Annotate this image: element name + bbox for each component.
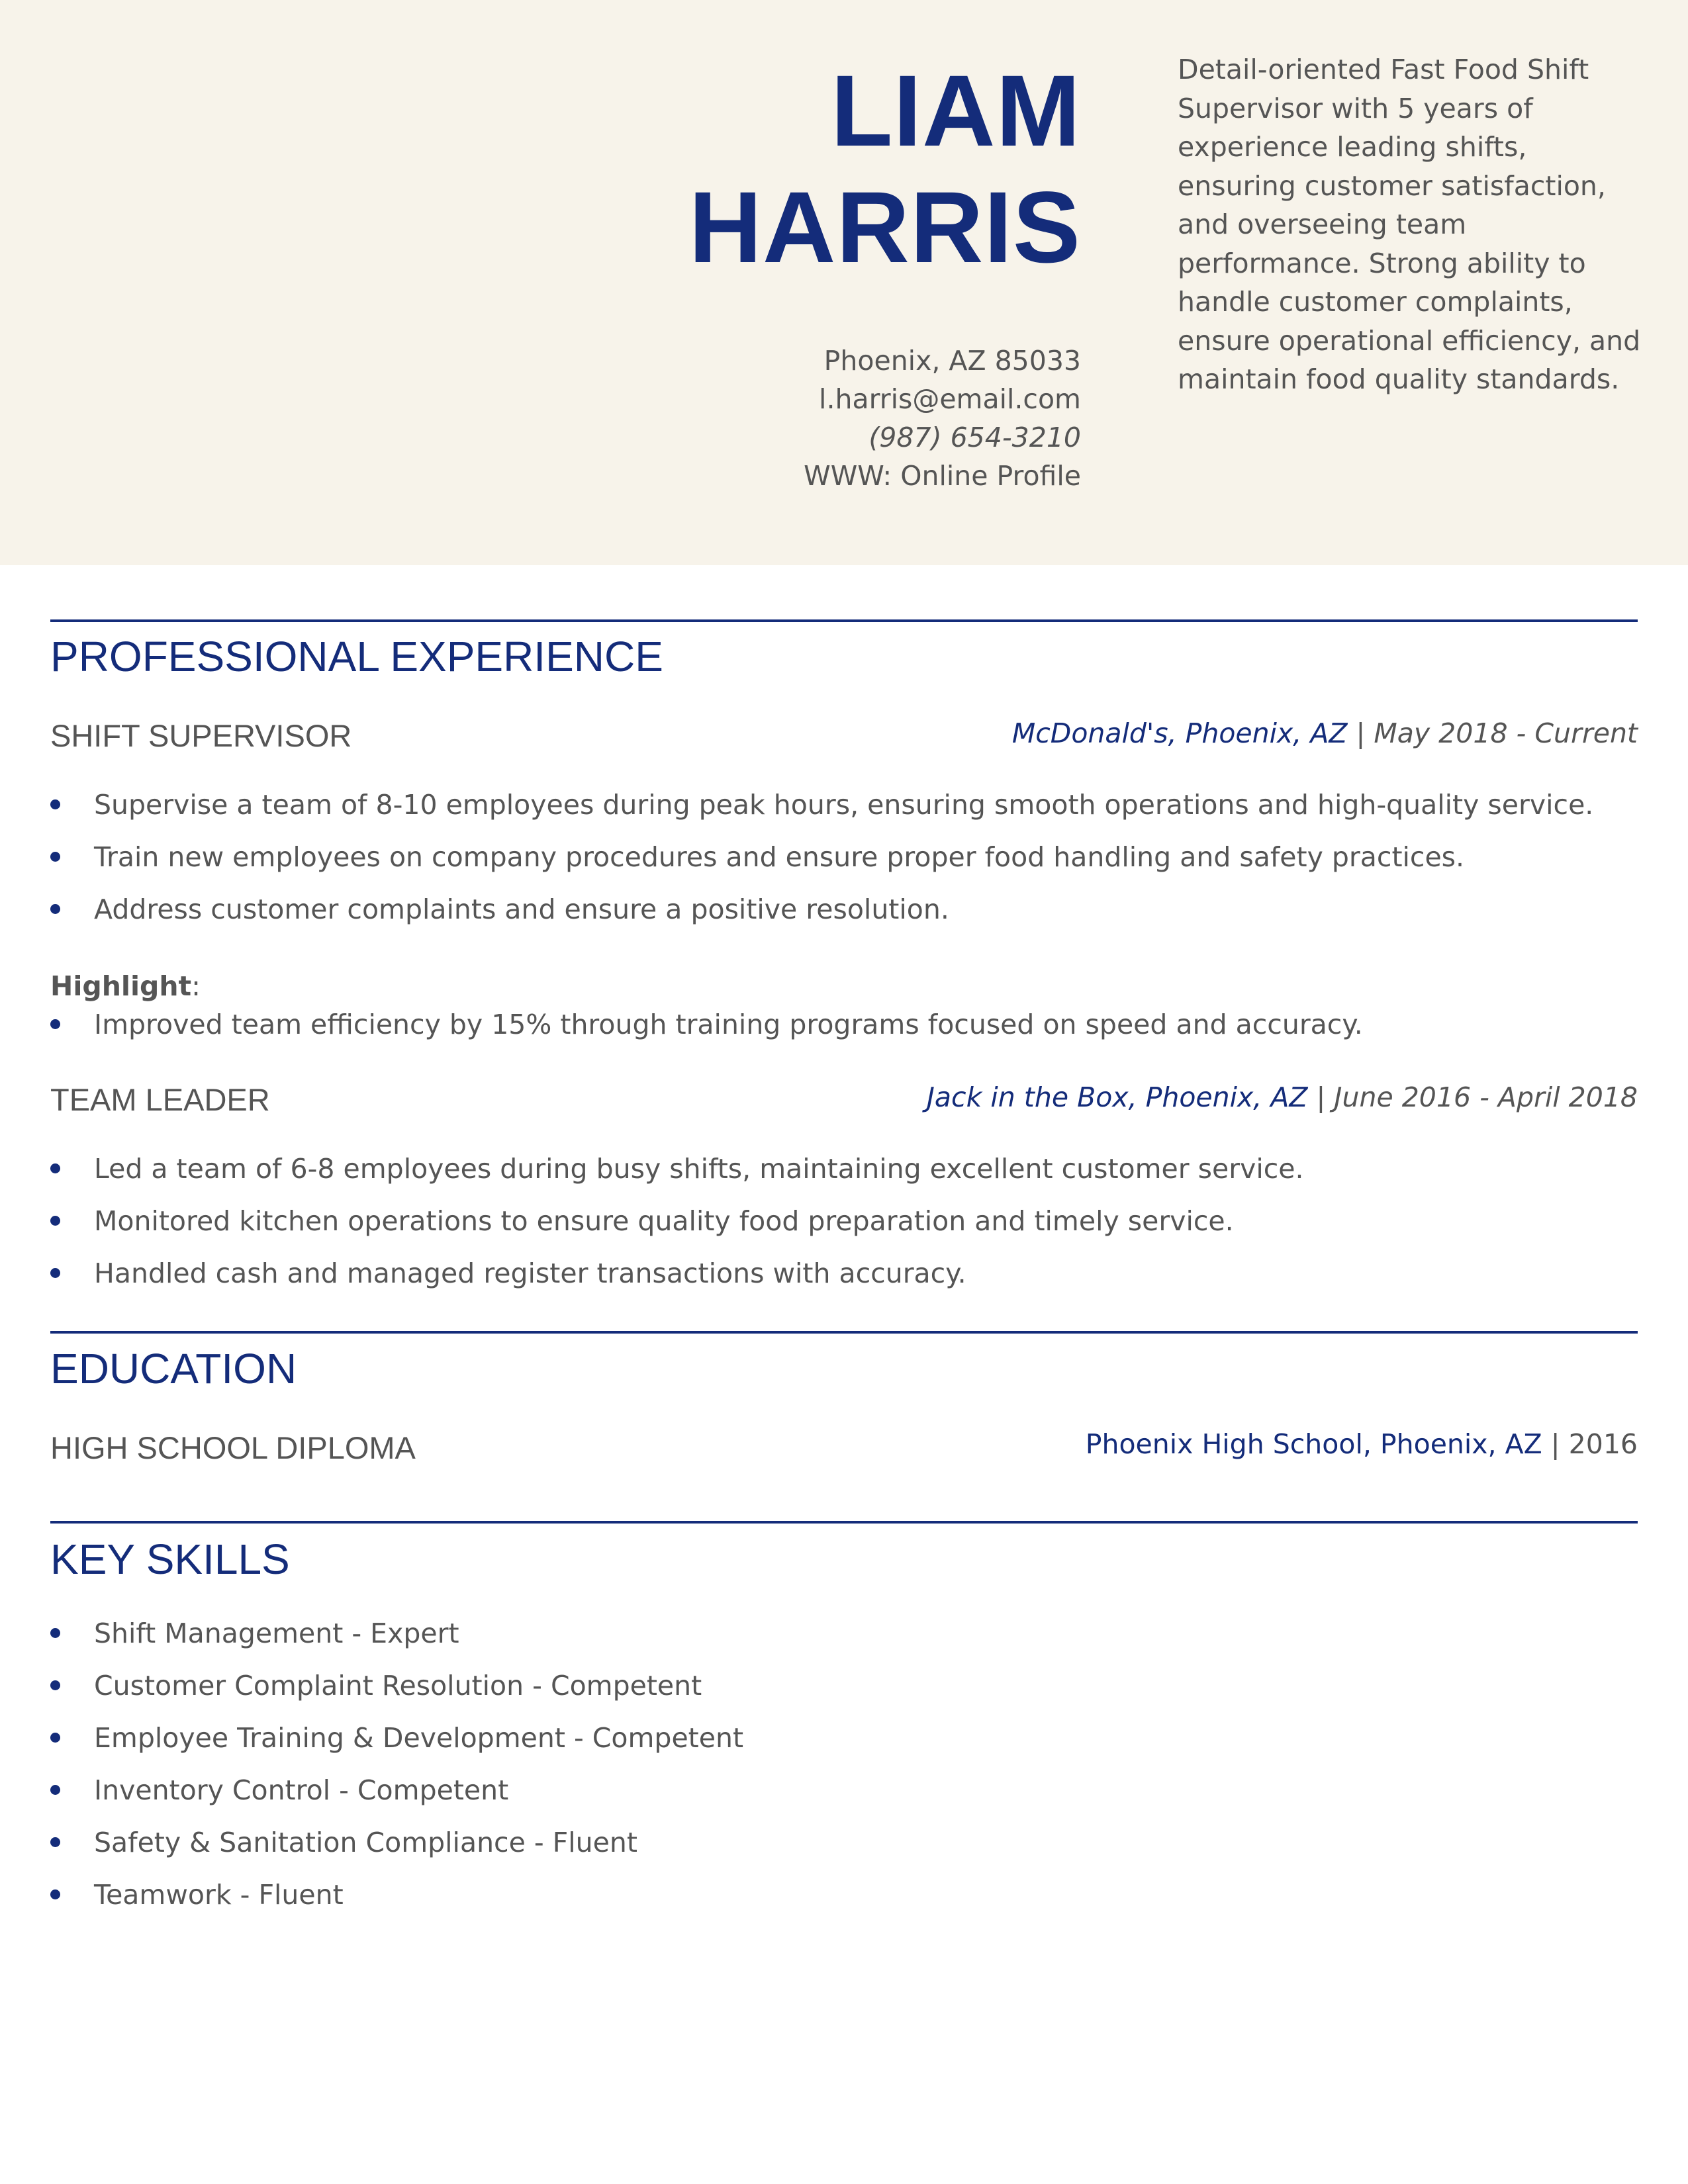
list-item: Teamwork - Fluent bbox=[50, 1878, 743, 1930]
job-title: SHIFT SUPERVISOR bbox=[50, 718, 352, 753]
list-item: Safety & Sanitation Compliance - Fluent bbox=[50, 1825, 743, 1878]
first-name: LIAM bbox=[831, 54, 1081, 167]
email[interactable]: l.harris@email.com bbox=[819, 383, 1081, 415]
list-item: Customer Complaint Resolution - Competent bbox=[50, 1668, 743, 1721]
profile-summary: Detail-oriented Fast Food Shift Supervisor with 5 years of experience leading shifts, ensuring customer satisfaction, and overseeing team performance. Strong ability to handle customer complaints, ensure operational efficiency, and maintain food quality standards. bbox=[1178, 54, 1641, 395]
experience-section-title: PROFESSIONAL EXPERIENCE bbox=[50, 633, 663, 680]
school-name: Phoenix High School, Phoenix, AZ bbox=[1085, 1428, 1542, 1460]
section-divider bbox=[50, 619, 1638, 622]
job-bullets bbox=[50, 1152, 1304, 1308]
last-name: HARRIS bbox=[688, 171, 1081, 284]
list-item: Monitored kitchen operations to ensure quality food preparation and timely service. bbox=[50, 1204, 1304, 1256]
list-item: Supervise a team of 8-10 employees during peak hours, ensuring smooth operations and high-quality service. bbox=[50, 788, 1593, 840]
education-meta bbox=[1086, 1427, 1638, 1461]
highlight-label bbox=[50, 969, 201, 1003]
degree-title: HIGH SCHOOL DIPLOMA bbox=[50, 1430, 416, 1465]
location: Phoenix, AZ 85033 bbox=[823, 345, 1081, 377]
list-item: Shift Management - Expert bbox=[50, 1616, 743, 1668]
section-divider bbox=[50, 1331, 1638, 1334]
list-item: Employee Training & Development - Competent bbox=[50, 1721, 743, 1773]
company-name: Jack in the Box, Phoenix, AZ bbox=[926, 1081, 1308, 1113]
job-title: TEAM LEADER bbox=[50, 1082, 270, 1117]
skills-list bbox=[50, 1616, 743, 1930]
website-link[interactable]: WWW: Online Profile bbox=[804, 460, 1081, 492]
list-item: Train new employees on company procedures and ensure proper food handling and safety practices. bbox=[50, 840, 1593, 892]
list-item: Handled cash and managed register transactions with accuracy. bbox=[50, 1256, 1304, 1308]
list-item: Improved team efficiency by 15% through training programs focused on speed and accuracy. bbox=[50, 1007, 1363, 1060]
list-item: Inventory Control - Competent bbox=[50, 1773, 743, 1825]
highlight-colon: : bbox=[191, 970, 201, 1002]
phone[interactable]: (987) 654-3210 bbox=[868, 422, 1081, 453]
list-item: Led a team of 6-8 employees during busy shifts, maintaining excellent customer service. bbox=[50, 1152, 1304, 1204]
meta-separator: | bbox=[1347, 717, 1374, 749]
job-meta bbox=[927, 1080, 1638, 1115]
job-dates: June 2016 - April 2018 bbox=[1334, 1081, 1638, 1113]
job-meta bbox=[1012, 716, 1638, 751]
meta-separator: | bbox=[1542, 1428, 1569, 1460]
list-item: Address customer complaints and ensure a positive resolution. bbox=[50, 892, 1593, 944]
resume-header bbox=[0, 0, 1688, 565]
graduation-year: 2016 bbox=[1568, 1428, 1638, 1460]
job-bullets bbox=[50, 788, 1593, 944]
highlight-bullets bbox=[50, 1007, 1363, 1060]
candidate-name bbox=[688, 53, 1081, 286]
company-name: McDonald's, Phoenix, AZ bbox=[1011, 717, 1348, 749]
job-dates: May 2018 - Current bbox=[1374, 717, 1638, 749]
education-section-title: EDUCATION bbox=[50, 1345, 297, 1392]
skills-section-title: KEY SKILLS bbox=[50, 1535, 290, 1583]
highlight-label-text: Highlight bbox=[50, 970, 192, 1002]
contact-info bbox=[804, 341, 1081, 495]
meta-separator: | bbox=[1307, 1081, 1335, 1113]
section-divider bbox=[50, 1521, 1638, 1524]
